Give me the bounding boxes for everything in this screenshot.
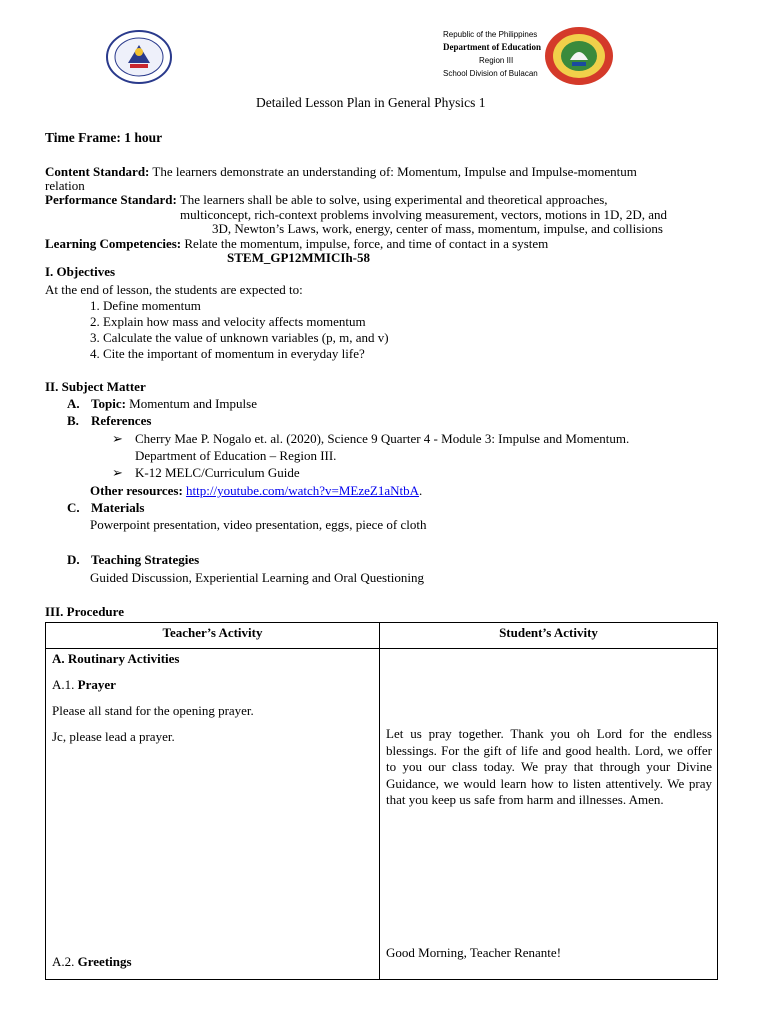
strategies-value: Guided Discussion, Experiential Learning and Oral Questioning bbox=[90, 570, 424, 585]
objective-item: 4. Cite the important of momentum in everyday life? bbox=[90, 346, 365, 361]
topic-marker: A. bbox=[67, 396, 80, 411]
performance-standard-label: Performance Standard: bbox=[45, 192, 177, 207]
student-prayer: Let us pray together. Thank you oh Lord for the endless blessings. For the gift of life and good health. Lord, we offer to you our class today. We pray that through your Divine Guidance, we would learn how to listen attentively. We pray that you keep us safe from harm and illnesses. Amen. bbox=[386, 726, 712, 807]
other-resources-label: Other resources: bbox=[90, 483, 183, 498]
performance-standard-text: The learners shall be able to solve, using experimental and theoretical approaches, bbox=[179, 192, 608, 207]
deped-seal bbox=[106, 30, 172, 84]
materials-label: Materials bbox=[91, 500, 145, 515]
subject-matter-heading: II. Subject Matter bbox=[45, 379, 146, 394]
reference-1-cont: Department of Education – Region III. bbox=[135, 448, 337, 463]
bulacan-seal bbox=[544, 26, 614, 86]
table-row bbox=[46, 649, 718, 980]
procedure-heading: III. Procedure bbox=[45, 604, 124, 619]
reference-bullet-1: ➢ bbox=[112, 431, 123, 446]
greetings-label: Greetings bbox=[77, 954, 132, 969]
competency-code: STEM_GP12MMICIh-58 bbox=[227, 250, 370, 265]
other-resources bbox=[90, 483, 422, 498]
student-activity-cell bbox=[380, 649, 718, 980]
reference-1: Cherry Mae P. Nogalo et. al. (2020), Science 9 Quarter 4 - Module 3: Impulse and Momentum. bbox=[135, 431, 630, 446]
time-frame-value: 1 hour bbox=[124, 130, 163, 145]
time-frame-label: Time Frame: bbox=[45, 130, 121, 145]
topic bbox=[67, 396, 257, 411]
content-standard-text: The learners demonstrate an understanding of: Momentum, Impulse and Impulse-momentum bbox=[152, 164, 637, 179]
topic-label: Topic: bbox=[91, 396, 126, 411]
procedure-table bbox=[45, 622, 718, 980]
teaching-strategies bbox=[67, 552, 199, 567]
topic-value: Momentum and Impulse bbox=[129, 396, 257, 411]
prayer-instruction-1: Please all stand for the opening prayer. bbox=[52, 703, 254, 718]
header-region: Region III bbox=[479, 56, 514, 65]
prayer-instruction-2: Jc, please lead a prayer. bbox=[52, 729, 175, 744]
performance-standard-cont-2: 3D, Newton’s Laws, work, energy, center of mass, momentum, impulse, and collisions bbox=[212, 221, 663, 236]
strategies-label: Teaching Strategies bbox=[91, 552, 200, 567]
materials-marker: C. bbox=[67, 500, 80, 515]
teacher-activity-header: Teacher’s Activity bbox=[46, 623, 380, 649]
references-marker: B. bbox=[67, 413, 79, 428]
prayer-label: Prayer bbox=[77, 677, 116, 692]
greetings-number: A.2. bbox=[52, 954, 75, 969]
objectives-intro: At the end of lesson, the students are expected to: bbox=[45, 282, 303, 297]
table-header-row bbox=[46, 623, 718, 649]
strategies-marker: D. bbox=[67, 552, 80, 567]
learning-competencies bbox=[45, 236, 548, 251]
student-activity-header: Student’s Activity bbox=[380, 623, 718, 649]
content-standard-cont: relation bbox=[45, 178, 85, 193]
header-division: School Division of Bulacan bbox=[443, 69, 538, 78]
learning-competencies-label: Learning Competencies: bbox=[45, 236, 182, 251]
performance-standard-cont-1: multiconcept, rich-context problems involving measurement, vectors, motions in 1D, 2D, and bbox=[180, 207, 668, 222]
performance-standard bbox=[45, 192, 608, 207]
time-frame bbox=[45, 130, 162, 145]
greetings-subheading bbox=[52, 954, 132, 969]
materials-value: Powerpoint presentation, video presentation, eggs, piece of cloth bbox=[90, 517, 427, 532]
references-label: References bbox=[91, 413, 152, 428]
objectives-heading: I. Objectives bbox=[45, 264, 116, 279]
routinary-activities: A. Routinary Activities bbox=[52, 651, 180, 666]
learning-competencies-text: Relate the momentum, impulse, force, and time of contact in a system bbox=[184, 236, 549, 251]
content-standard bbox=[45, 164, 637, 179]
other-resources-period: . bbox=[419, 483, 423, 498]
document-title: Detailed Lesson Plan in General Physics 1 bbox=[256, 95, 486, 110]
content-standard-label: Content Standard: bbox=[45, 164, 150, 179]
objective-item: 3. Calculate the value of unknown variables (p, m, and v) bbox=[90, 330, 389, 345]
header-republic: Republic of the Philippines bbox=[443, 30, 538, 39]
references bbox=[67, 413, 151, 428]
prayer-number: A.1. bbox=[52, 677, 75, 692]
header-department: Department of Education bbox=[443, 42, 541, 52]
materials bbox=[67, 500, 144, 515]
objective-item: 1. Define momentum bbox=[90, 298, 201, 313]
reference-bullet-2: ➢ bbox=[112, 465, 123, 480]
teacher-activity-cell bbox=[46, 649, 380, 980]
prayer-subheading bbox=[52, 677, 116, 692]
youtube-link[interactable]: http://youtube.com/watch?v=MEzeZ1aNtbA bbox=[186, 483, 420, 498]
reference-2: K-12 MELC/Curriculum Guide bbox=[135, 465, 300, 480]
objective-item: 2. Explain how mass and velocity affects momentum bbox=[90, 314, 366, 329]
student-greeting: Good Morning, Teacher Renante! bbox=[386, 945, 562, 960]
